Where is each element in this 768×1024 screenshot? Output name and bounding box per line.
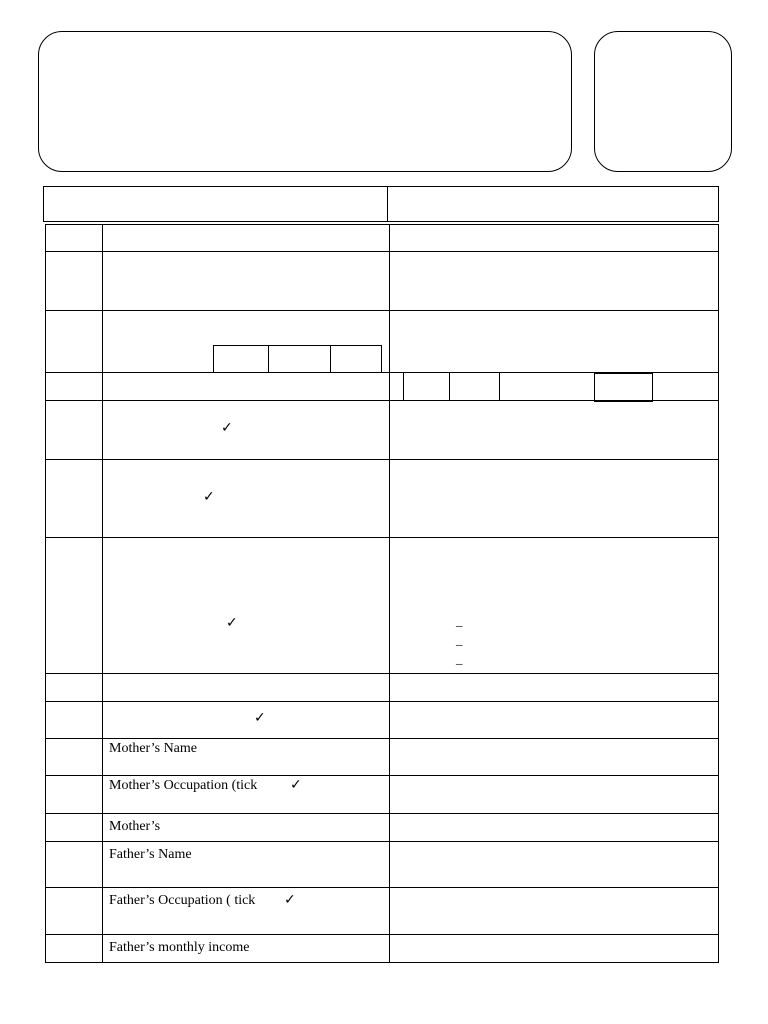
- value-field-fathers-name[interactable]: [390, 842, 718, 887]
- dash-mark: _: [456, 613, 463, 628]
- tick-mark: ✓: [290, 777, 302, 793]
- label-fathers-name: Father’s Name: [109, 847, 192, 862]
- label-mothers-name: Mother’s Name: [109, 741, 197, 756]
- column-divider-serial: [102, 224, 103, 963]
- date-box-month[interactable]: [268, 345, 331, 373]
- tick-mark: ✓: [284, 892, 296, 908]
- row-divider: [45, 701, 719, 702]
- tick-mark: ✓: [226, 615, 238, 631]
- tick-mark: ✓: [221, 420, 233, 436]
- section-header-left: [43, 186, 388, 222]
- value-field-mothers-income[interactable]: [390, 814, 718, 841]
- date-box-year[interactable]: [330, 345, 382, 373]
- label-fathers-occupation: Father’s Occupation ( tick: [109, 893, 256, 908]
- row-divider: [45, 310, 719, 311]
- photo-box: [594, 31, 732, 172]
- row-divider: [45, 251, 719, 252]
- label-mothers-occupation: Mother’s Occupation (tick: [109, 778, 258, 793]
- date-box-day[interactable]: [213, 345, 269, 373]
- segment-divider: [499, 372, 500, 400]
- row-divider: [45, 673, 719, 674]
- dash-mark: _: [456, 632, 463, 647]
- segment-input-box[interactable]: [594, 373, 653, 402]
- value-field-mothers-name[interactable]: [390, 739, 718, 775]
- header-box: [38, 31, 572, 172]
- label-mothers-income: Mother’s: [109, 819, 161, 834]
- section-header-right: [387, 186, 719, 222]
- value-field-fathers-occupation[interactable]: [390, 888, 718, 934]
- segment-divider: [449, 372, 450, 400]
- tick-mark: ✓: [203, 489, 215, 505]
- value-field-mothers-occupation[interactable]: [390, 776, 718, 813]
- row-divider: [45, 459, 719, 460]
- row-divider: [45, 537, 719, 538]
- tick-mark: ✓: [254, 710, 266, 726]
- segment-divider: [403, 372, 404, 400]
- value-field-fathers-income[interactable]: [390, 935, 718, 962]
- dash-mark: _: [456, 651, 463, 666]
- label-fathers-income: Father’s monthly income: [109, 940, 250, 955]
